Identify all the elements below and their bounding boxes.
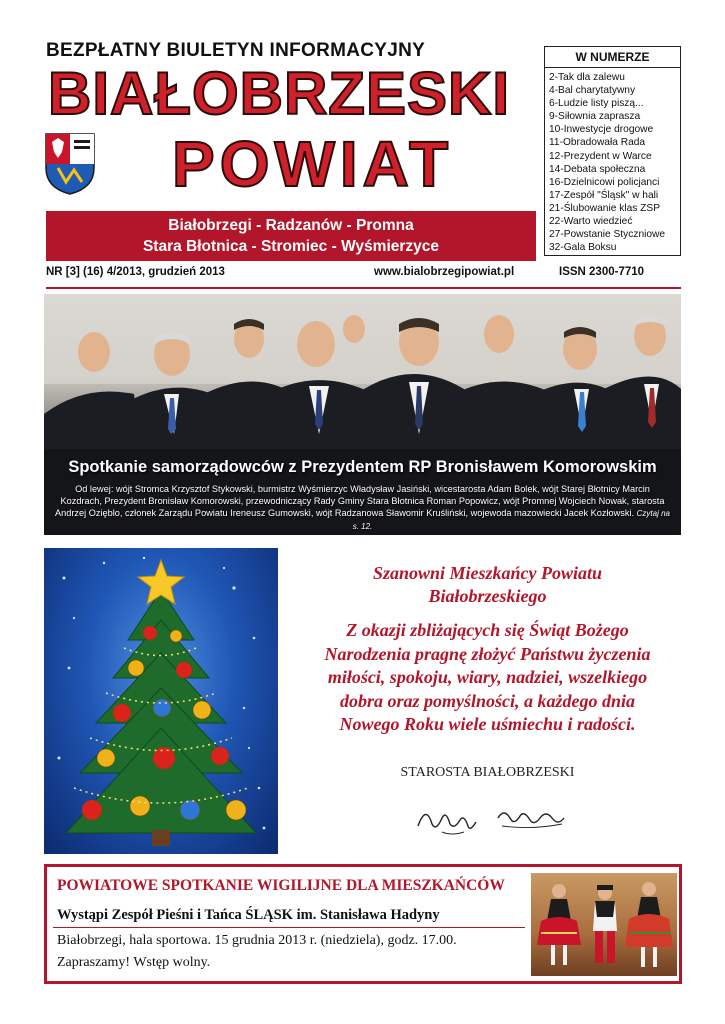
in-this-issue-title: W NUMERZE bbox=[545, 47, 680, 68]
masthead-title-line2: POWIAT bbox=[172, 128, 454, 200]
in-this-issue-box bbox=[544, 46, 681, 256]
in-this-issue-list bbox=[545, 68, 680, 254]
in-this-issue-item[interactable]: 11-Obradowała Rada bbox=[549, 137, 646, 149]
in-this-issue-item[interactable]: 32-Gala Boksu bbox=[549, 242, 617, 254]
christmas-tree-image bbox=[44, 548, 278, 854]
greeting-block bbox=[290, 562, 685, 737]
in-this-issue-item[interactable]: 9-Siłownia zaprasza bbox=[549, 111, 641, 123]
greeting-body-line: Nowego Roku wiele uśmiechu i radości. bbox=[339, 714, 636, 734]
greeting-salutation-line1: Szanowni Mieszkańcy Powiatu bbox=[372, 563, 603, 583]
issue-info-line bbox=[46, 266, 681, 284]
christmas-eve-event-box bbox=[44, 864, 682, 984]
in-this-issue-item[interactable]: 27-Powstanie Styczniowe bbox=[549, 229, 666, 241]
issue-number: NR [3] (16) 4/2013, grudzień 2013 bbox=[46, 266, 225, 278]
event-invite: Zapraszamy! Wstęp wolny. bbox=[57, 955, 211, 970]
in-this-issue-item[interactable]: 2-Tak dla zalewu bbox=[549, 72, 625, 83]
greeting-body-line: dobra oraz pomyślności, a każdego dnia bbox=[339, 690, 636, 711]
photo-description bbox=[54, 483, 671, 533]
municipalities-banner bbox=[46, 211, 536, 261]
issn: ISSN 2300-7710 bbox=[559, 266, 645, 278]
dancers-photo bbox=[531, 873, 677, 976]
masthead-tagline: BEZPŁATNY BIULETYN INFORMACYJNY bbox=[46, 40, 426, 61]
greeting-body-line: Narodzenia pragnę złożyć Państwu życzenia bbox=[324, 643, 651, 664]
greeting-body bbox=[290, 619, 685, 737]
photo-description-text: Od lewej: wójt Stromca Krzysztof Stykowski, burmistrz Wyśmierzyc Władysław Jasiński, wicestarosta Adam Bolek, wójt Starej Błotnicy Marcin Kozdrach, Prezydent Bronisław Komorowski, przewodniczący Rady Gminy Stara Błotnica Roman Popowicz, wójt Promnej Wojciech Nowak, starosta Andrzej Ozięblo, członek Zarządu Powiatu Ireneusz Gumowski, wójt Radzanowa Sławomir Kruśliński, wojewoda mazowiecki Jacek Kozłowski. bbox=[55, 484, 665, 518]
masthead-title-line1: BIAŁOBRZESKI bbox=[48, 60, 510, 127]
in-this-issue-item[interactable]: 10-Inwestycje drogowe bbox=[549, 124, 654, 136]
event-divider bbox=[53, 927, 525, 928]
issue-divider bbox=[46, 287, 681, 289]
in-this-issue-item[interactable]: 21-Ślubowanie klas ZSP bbox=[549, 202, 660, 214]
in-this-issue-item[interactable]: 6-Ludzie listy piszą... bbox=[549, 98, 644, 110]
county-crest-logo bbox=[44, 132, 96, 196]
greeting-body-line: miłości, spokoju, wiary, nadziei, wszelkiego bbox=[327, 667, 648, 687]
website-link[interactable]: www.bialobrzegipowiat.pl bbox=[374, 266, 515, 278]
in-this-issue-item[interactable]: 17-Zespół "Śląsk" w hali bbox=[549, 189, 659, 201]
greeting-salutation-line2: Białobrzeskiego bbox=[428, 586, 547, 606]
in-this-issue-item[interactable]: 22-Warto wiedzieć bbox=[549, 216, 633, 228]
event-where-when: Białobrzegi, hala sportowa. 15 grudnia 2013 r. (niedziela), godz. 17.00. bbox=[57, 933, 457, 948]
folk-dancers-illustration bbox=[531, 873, 677, 976]
event-subtitle: Wystąpi Zespół Pieśni i Tańca ŚLĄSK im. Stanisława Hadyny bbox=[57, 907, 440, 923]
greeting-signoff: STAROSTA BIAŁOBRZESKI bbox=[400, 765, 575, 780]
lead-photo bbox=[44, 294, 681, 535]
municipalities-line2: Stara Błotnica - Stromiec - Wyśmierzyce bbox=[142, 238, 440, 255]
event-title: POWIATOWE SPOTKANIE WIGILIJNE DLA MIESZKAŃCÓW bbox=[57, 877, 505, 894]
photo-caption: Spotkanie samorządowców z Prezydentem RP Bronisławem Komorowskim bbox=[68, 458, 657, 476]
greeting-body-line: Z okazji zbliżających się Świąt Bożego bbox=[346, 620, 629, 640]
in-this-issue-item[interactable]: 4-Bal charytatywny bbox=[549, 85, 636, 97]
greeting-salutation bbox=[290, 562, 685, 608]
signature-image bbox=[412, 796, 572, 840]
in-this-issue-item[interactable]: 12-Prezydent w Warce bbox=[549, 150, 652, 162]
in-this-issue-item[interactable]: 16-Dzielnicowi policjanci bbox=[549, 176, 660, 188]
municipalities-line1: Białobrzegi - Radzanów - Promna bbox=[168, 217, 414, 234]
in-this-issue-item[interactable]: 14-Debata społeczna bbox=[549, 163, 646, 175]
photo-read-more[interactable]: Czytaj na s. 12. bbox=[352, 509, 670, 531]
